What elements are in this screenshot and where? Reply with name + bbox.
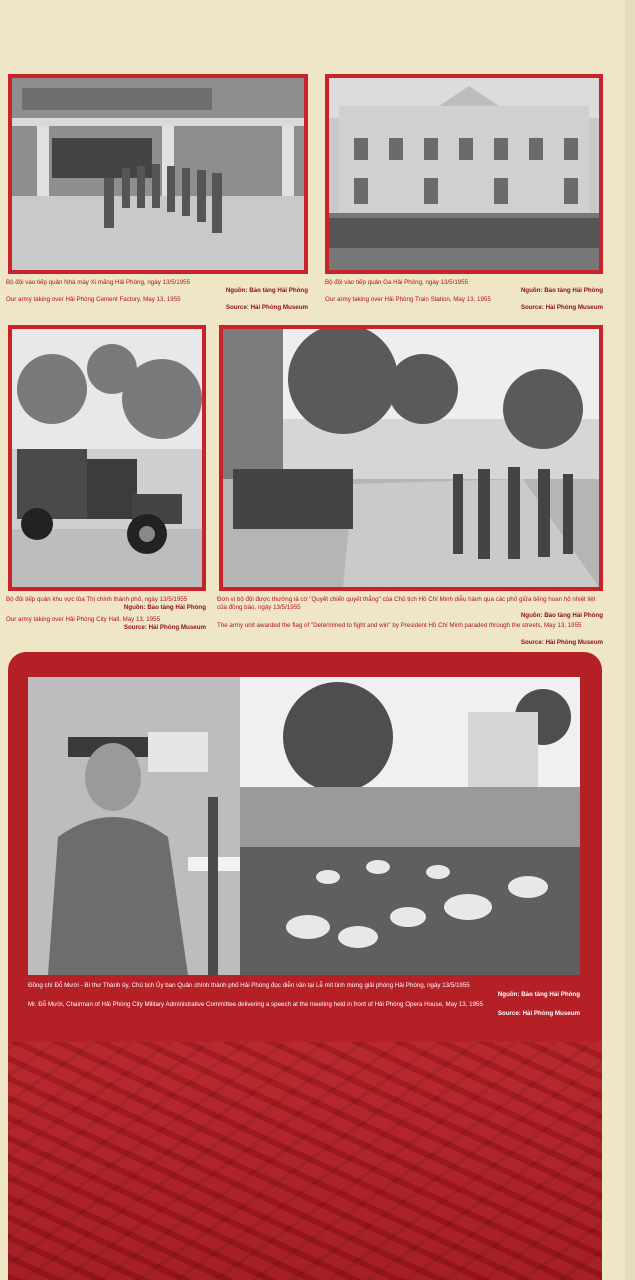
photo-cement-factory-image (12, 78, 304, 270)
caption-vi-5: Đồng chí Đỗ Mười - Bí thư Thành ủy, Chủ tịch Ủy ban Quân chính thành phố Hải Phòng đọc diễn văn tại Lễ mít tinh mừng giải phóng Hải Phòng, ngày 13/5/1955 (28, 982, 470, 989)
photo-speech-meeting (28, 677, 580, 975)
aerial-city-image (8, 1042, 602, 1280)
caption-en-4: The army unit awarded the flag of "Determined to fight and win" by President Hồ Chí Minh paraded through the streets, May 13, 1955 (217, 622, 582, 629)
caption-en-3: Our army taking over Hải Phòng City Hall, May 13, 1955 (6, 616, 161, 623)
caption-en-2: Our army taking over Hải Phòng Train Station, May 13, 1955 (325, 296, 491, 303)
caption-en-1: Our army taking over Hải Phòng Cement Factory, May 13, 1955 (6, 296, 181, 303)
caption-vi-1: Bộ đội vào tiếp quản Nhà máy Xi măng Hải Phòng, ngày 13/5/1955 (6, 279, 191, 286)
source-en-3: Source: Hải Phòng Museum (123, 624, 206, 631)
photo-city-hall (8, 325, 206, 591)
photo-cement-factory (8, 74, 308, 274)
photo-parade (219, 325, 603, 591)
source-vi-5: Nguồn: Bảo tàng Hải Phòng (497, 991, 580, 998)
caption-vi-4: Đơn vị bộ đội được thưởng lá cờ "Quyết chiến quyết thắng" của Chủ tịch Hồ Chí Minh diễu hành qua các phố giữa tiếng hoan hô nhiệt liệt của đồng bào, ngày 13/5/1955 (217, 596, 596, 611)
source-en-5: Source: Hải Phòng Museum (497, 1010, 580, 1017)
source-vi-3: Nguồn: Bảo tàng Hải Phòng (123, 604, 206, 611)
source-en-1: Source: Hải Phòng Museum (225, 304, 308, 311)
right-edge-strip (625, 0, 635, 1280)
source-vi-1: Nguồn: Bảo tàng Hải Phòng (225, 287, 308, 294)
source-vi-4: Nguồn: Bảo tàng Hải Phòng (520, 612, 603, 619)
source-vi-2: Nguồn: Bảo tàng Hải Phòng (520, 287, 603, 294)
source-en-2: Source: Hải Phòng Museum (520, 304, 603, 311)
photo-speech-meeting-image (28, 677, 580, 975)
photo-train-station (325, 74, 603, 274)
source-en-4: Source: Hải Phòng Museum (520, 639, 603, 646)
caption-vi-3: Bộ đội tiếp quản khu vực tòa Thị chính thành phố, ngày 13/5/1955 (6, 596, 188, 603)
photo-train-station-image (329, 78, 599, 270)
caption-vi-2: Bộ đội vào tiếp quản Ga Hải Phòng, ngày 13/5/1955 (325, 279, 469, 286)
photo-parade-image (223, 329, 599, 587)
caption-en-5: Mr. Đỗ Mười, Chairman of Hải Phòng City Military Administrative Committee delivering a speech at the meeting held in front of Hải Phòng Opera House, May 13, 1955 (28, 1001, 483, 1008)
red-panel (8, 652, 602, 1280)
photo-city-hall-image (12, 329, 202, 587)
